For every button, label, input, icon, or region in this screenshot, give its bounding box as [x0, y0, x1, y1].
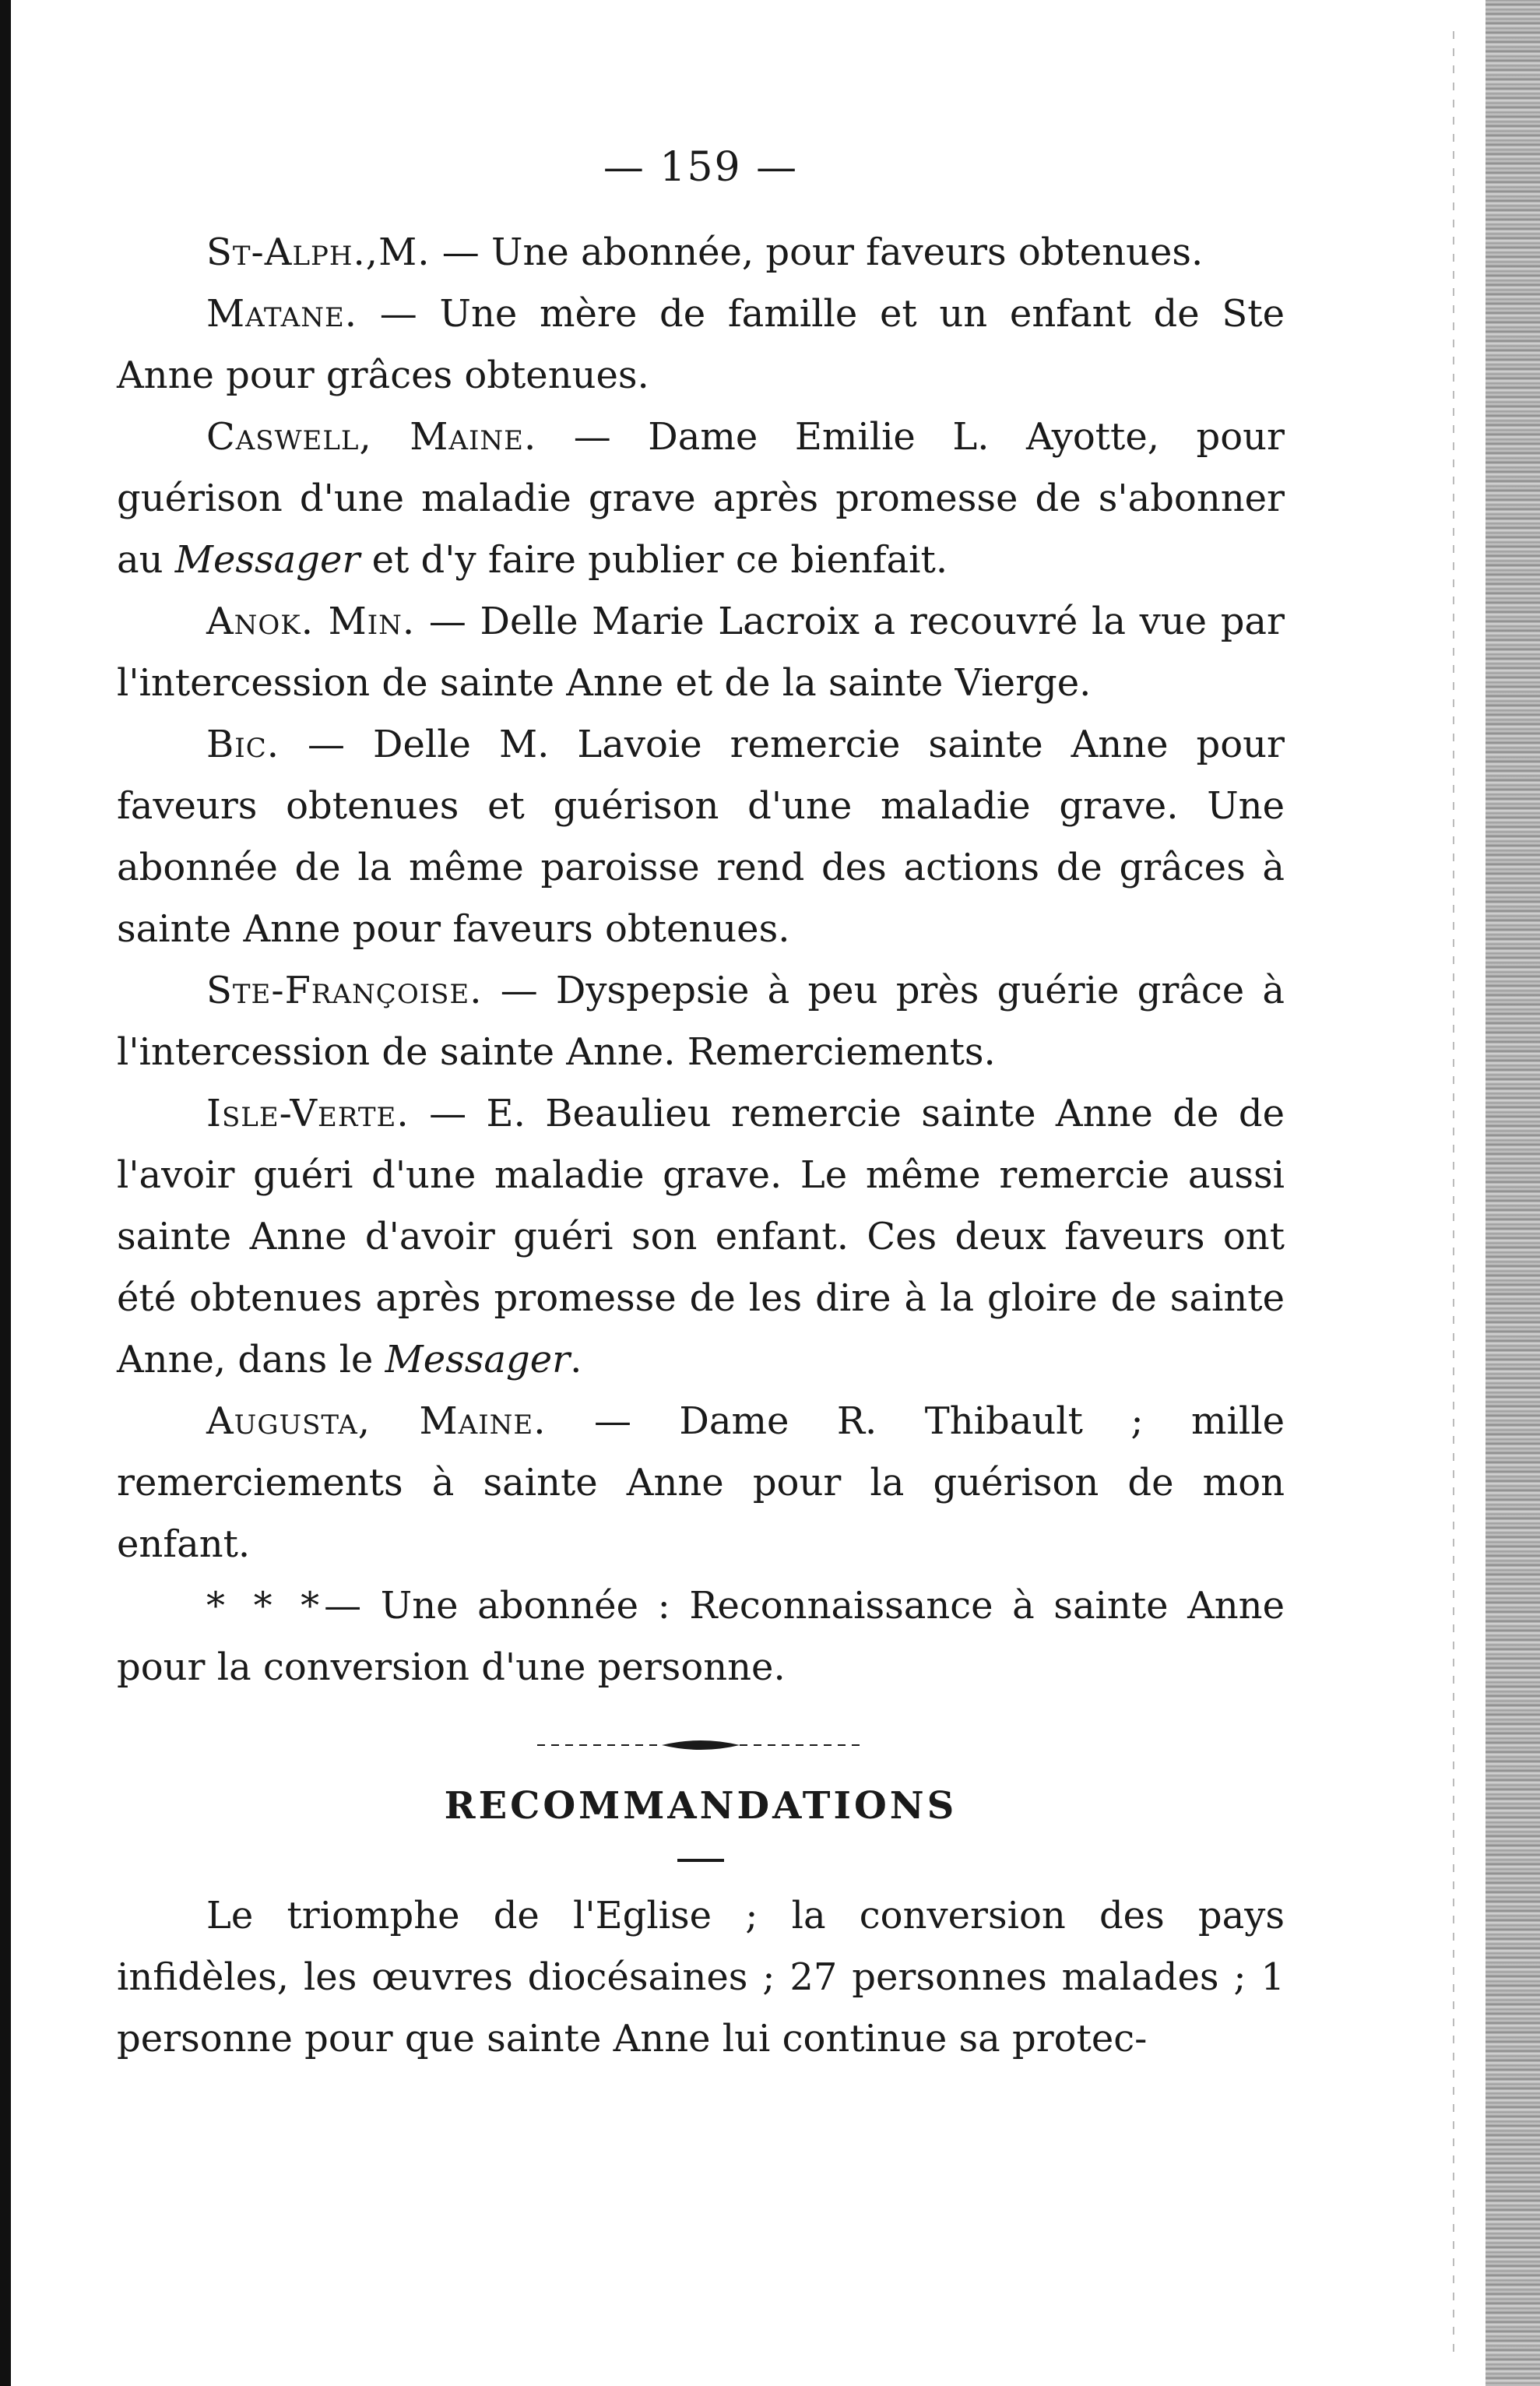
- entry-place: Isle-Verte.: [206, 1092, 410, 1135]
- page-number: — 159 —: [603, 144, 799, 191]
- entry-italic: Messager: [174, 538, 360, 582]
- entry-text-after: et d'y faire publier ce bienfait.: [360, 538, 948, 582]
- recommendations-text: Le triomphe de l'Eglise ; la conversion des pays infidèles, les œuvres diocésaines ; 27 personnes malades ; 1 personne pour que sainte Anne lui continue sa protec-: [117, 1894, 1285, 2060]
- entry-place: Augusta, Maine.: [206, 1399, 547, 1443]
- entry-anonymous: [117, 1575, 1285, 1698]
- entry-anok-min: [117, 591, 1285, 714]
- entry-st-alph: [117, 222, 1285, 283]
- entry-place: Matane.: [206, 292, 358, 336]
- entry-bic: [117, 714, 1285, 960]
- entry-place: Anok. Min.: [206, 600, 416, 643]
- entry-text: — E. Beaulieu remercie sainte Anne de de l'avoir guéri d'une maladie grave. Le même remercie aussi sainte Anne d'avoir guéri son enfant. Ces deux faveurs ont été obtenues après promesse de les dire à la gloire de sainte Anne, dans le: [117, 1092, 1285, 1381]
- entry-place: Caswell, Maine.: [206, 415, 537, 459]
- entry-italic: Messager: [385, 1338, 571, 1381]
- section-title: RECOMMANDATIONS: [444, 1784, 958, 1828]
- entry-text: — Delle M. Lavoie remercie sainte Anne pour faveurs obtenues et guérison d'une maladie grave. Une abonnée de la même paroisse rend des actions de grâces à sainte Anne pour faveurs obtenues.: [117, 723, 1285, 951]
- page: [117, 144, 1285, 2070]
- entry-text: — Delle Marie Lacroix a recouvré la vue par l'intercession de sainte Anne et de la sainte Vierge.: [117, 600, 1285, 705]
- entry-place: St-Alph.,M.: [206, 231, 431, 274]
- scan-right-edge: [1486, 0, 1540, 2386]
- entry-isle-verte: [117, 1083, 1285, 1391]
- entry-text: — Une mère de famille et un enfant de Ste Anne pour grâces obtenues.: [117, 292, 1285, 397]
- entry-caswell-maine: [117, 406, 1285, 591]
- entry-text: — Une abonnée, pour faveurs obtenues.: [430, 231, 1204, 274]
- entry-matane: [117, 283, 1285, 406]
- entry-text: — Dame Emilie L. Ayotte, pour guérison d'une maladie grave après promesse de s'abonner au: [117, 415, 1285, 582]
- entry-place: Bic.: [206, 723, 280, 766]
- entry-place: Ste-Françoise.: [206, 969, 483, 1012]
- entry-text: — Une abonnée : Reconnaissance à sainte Anne pour la conversion d'une personne.: [117, 1584, 1285, 1689]
- title-rule: [677, 1859, 724, 1862]
- entry-text: — Dame R. Thibault ; mille remerciements à sainte Anne pour la guérison de mon enfant.: [117, 1399, 1285, 1566]
- ornament-divider: [537, 1737, 864, 1753]
- entry-text: — Dyspepsie à peu près guérie grâce à l'intercession de sainte Anne. Remerciements.: [117, 969, 1285, 1074]
- asterism: * * *: [206, 1584, 325, 1628]
- entry-augusta-maine: [117, 1391, 1285, 1575]
- entry-ste-francoise: [117, 960, 1285, 1083]
- entry-text-after: .: [570, 1338, 582, 1381]
- scan-right-rule: [1453, 31, 1454, 2352]
- scan-left-edge: [0, 0, 11, 2386]
